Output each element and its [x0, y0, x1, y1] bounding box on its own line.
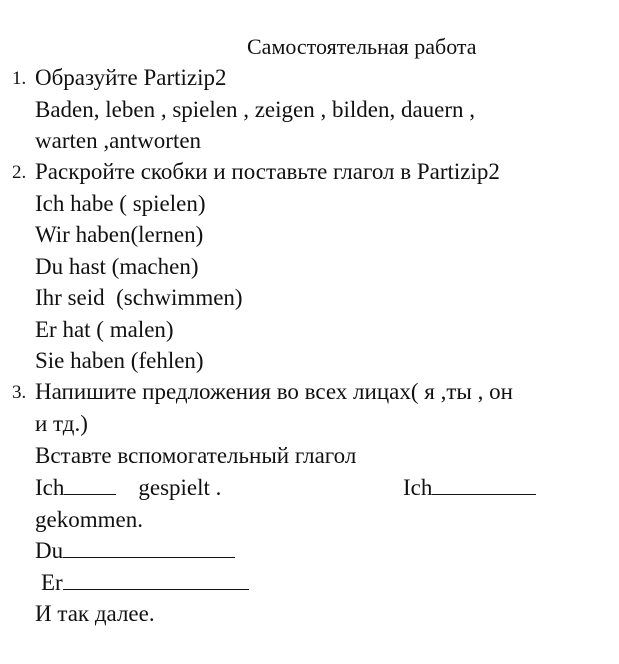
task-2-number: 2.: [12, 162, 27, 183]
exercise-1-subject: Ich: [35, 475, 65, 500]
task-1-heading: Образуйте Partizip2: [35, 65, 227, 90]
task-1-line-2: warten ,antworten: [35, 128, 202, 153]
task-3-heading: Напишите предложения во всех лицах( я ,ты , он: [35, 379, 513, 404]
exercise-row-2a: [403, 473, 536, 503]
task-2-item-2: Wir haben(lernen): [35, 222, 204, 247]
closing-text: И так далее.: [35, 601, 155, 626]
task-3-instruction: Вставте вспомогательный глагол: [35, 443, 357, 468]
exercise-2-participle: gekommen.: [35, 507, 143, 532]
task-3-heading-cont: и тд.): [35, 411, 88, 436]
page-title: Самостоятельная работа: [247, 34, 477, 59]
exercise-4-subject: Er: [41, 570, 63, 595]
exercise-4-blank[interactable]: [63, 569, 249, 590]
exercise-2-blank[interactable]: [432, 474, 536, 495]
task-2-item-6: Sie haben (fehlen): [35, 348, 204, 373]
exercise-row-3: [35, 536, 235, 566]
task-2-item-4: Ihr seid (schwimmen): [35, 285, 243, 310]
exercise-row-1: [35, 473, 221, 503]
task-2-item-5: Er hat ( malen): [35, 317, 174, 342]
task-2-heading: Раскройте скобки и поставьте глагол в Partizip2: [35, 159, 500, 184]
exercise-3-blank[interactable]: [63, 537, 235, 558]
exercise-3-subject: Du: [35, 538, 64, 563]
task-1-number: 1.: [12, 68, 27, 89]
task-1-line-1: Baden, leben , spielen , zeigen , bilden, dauern ,: [35, 97, 476, 122]
exercise-2-subject: Ich: [403, 475, 433, 500]
exercise-1-blank[interactable]: [64, 474, 116, 495]
task-2-item-1: Ich habe ( spielen): [35, 191, 206, 216]
exercise-1-participle: gespielt .: [138, 475, 222, 500]
exercise-row-4: [41, 568, 249, 598]
task-3-number: 3.: [12, 382, 27, 403]
task-2-item-3: Du hast (machen): [35, 254, 199, 279]
